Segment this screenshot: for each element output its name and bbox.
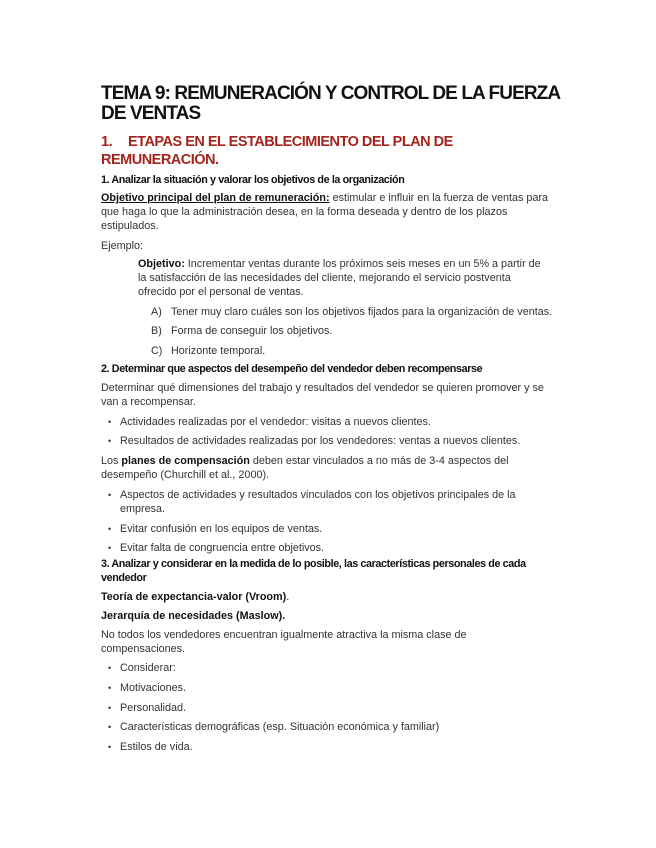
bullet-item: • Considerar: [108,661,561,675]
paragraph [101,454,546,482]
paragraph-objective [101,191,556,233]
bullet-item: • Personalidad. [108,701,561,715]
list-item [151,344,561,358]
period: . [286,591,290,603]
list-text: Forma de conseguir los objetivos. [171,325,333,337]
section-title: ETAPAS EN EL ESTABLECIMIENTO DEL PLAN DE REMUNERACIÓN. [101,134,453,168]
example-label: Ejemplo: [101,240,144,252]
objective-text: estimular e influir en la fuerza de ventas para que haga lo que la administración desea, en la forma deseada y dentro de los plazos estipulados. [101,192,549,232]
list-letter: A) [151,306,162,318]
list-item [151,324,561,338]
subheading-2: 2. Determinar que aspectos del desempeño del vendedor deben recompensarse [101,363,483,375]
bold-text: planes de compensación [121,455,250,467]
list-letter: C) [151,345,163,357]
subheading-3: 3. Analizar y considerar en la medida de lo posible, las características personales de cada vendedor [101,558,526,584]
bullet-item: • Motivaciones. [108,681,561,695]
page-title: TEMA 9: REMUNERACIÓN Y CONTROL DE LA FUERZA DE VENTAS [101,83,560,124]
list-text: Horizonte temporal. [171,345,266,357]
objective-lead: Objetivo principal del plan de remuneración: [101,192,330,204]
theory-line [101,590,561,604]
list-letter: B) [151,325,162,337]
subheading-1: 1. Analizar la situación y valorar los objetivos de la organización [101,174,405,186]
list-text: Tener muy claro cuáles son los objetivos fijados para la organización de ventas. [171,306,553,318]
paragraph: No todos los vendedores encuentran igualmente atractiva la misma clase de compensaciones. [101,629,467,655]
section-heading [101,133,561,169]
hierarchy-line: Jerarquía de necesidades (Maslow). [101,610,286,622]
bullet-item: • Resultados de actividades realizadas por los vendedores: ventas a nuevos clientes. [108,434,561,448]
section-number: 1. [101,134,113,150]
bullet-item: • Aspectos de actividades y resultados vinculados con los objetivos principales de la empresa. [108,488,550,516]
bullet-item: • Actividades realizadas por el vendedor: visitas a nuevos clientes. [108,415,561,429]
bullet-item: • Evitar falta de congruencia entre objetivos. [108,541,561,555]
example-lead: Objetivo: [138,258,185,270]
list-item [151,305,561,319]
bullet-item: • Características demográficas (esp. Situación económica y familiar) [108,720,561,734]
example-objective [138,257,548,299]
paragraph: Determinar qué dimensiones del trabajo y resultados del vendedor se quieren promover y se van a recompensar. [101,382,544,408]
bullet-item: • Evitar confusión en los equipos de ventas. [108,522,561,536]
theory-text: Teoría de expectancia-valor (Vroom) [101,591,287,603]
example-text: Incrementar ventas durante los próximos seis meses en un 5% a partir de la satisfacción de las necesidades del cliente, mejorando el servicio postventa ofrecido por el personal de ventas. [138,258,541,298]
bullet-item: • Estilos de vida. [108,740,561,754]
text: deben estar vinculados a no más de 3-4 aspectos del desempeño (Churchill et al., 2000). [101,455,509,481]
text: Los [101,455,122,467]
